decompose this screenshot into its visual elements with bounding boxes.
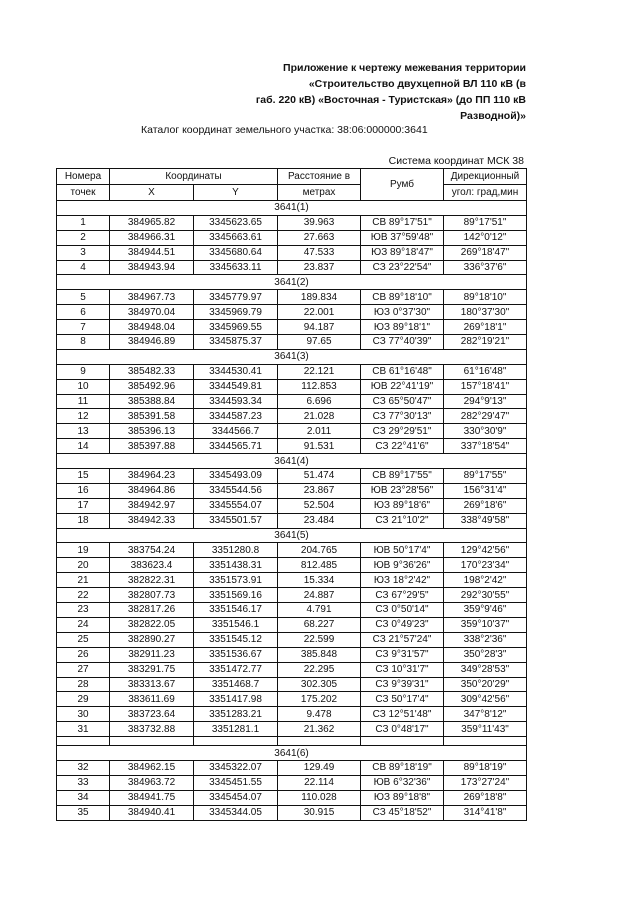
direction-angle-cell: 359°9'46" (444, 603, 527, 618)
distance-cell: 22.001 (278, 305, 361, 320)
coordinates-table (56, 168, 527, 821)
distance-cell: 68.227 (278, 617, 361, 632)
table-row (57, 260, 527, 275)
coord-x-cell: 384970.04 (110, 305, 194, 320)
header-distance-bottom: метрах (278, 185, 361, 201)
table-row (57, 364, 527, 379)
point-number-cell: 29 (57, 692, 110, 707)
distance-cell: 22.599 (278, 632, 361, 647)
table-row (57, 320, 527, 335)
point-number-cell: 33 (57, 775, 110, 790)
coord-y-cell: 3351417.98 (194, 692, 278, 707)
rumb-cell: ЮЗ 89°18'1" (361, 320, 444, 335)
group-name: 3641(6) (57, 746, 527, 761)
rumb-cell: СЗ 77°40'39" (361, 335, 444, 350)
distance-cell: 110.028 (278, 790, 361, 805)
distance-cell: 52.504 (278, 498, 361, 513)
coord-y-cell: 3351438.31 (194, 558, 278, 573)
spacer-cell (110, 737, 194, 746)
coord-x-cell: 384940.41 (110, 805, 194, 820)
coord-y-cell: 3351536.67 (194, 647, 278, 662)
coord-x-cell: 384962.15 (110, 760, 194, 775)
coord-x-cell: 384944.51 (110, 245, 194, 260)
direction-angle-cell: 282°29'47" (444, 409, 527, 424)
distance-cell: 129.49 (278, 760, 361, 775)
group-name: 3641(5) (57, 528, 527, 543)
rumb-cell: СЗ 22°41'6" (361, 439, 444, 454)
distance-cell: 24.887 (278, 588, 361, 603)
point-number-cell: 20 (57, 558, 110, 573)
point-number-cell: 15 (57, 469, 110, 484)
table-row (57, 722, 527, 737)
table-row (57, 543, 527, 558)
table-row (57, 513, 527, 528)
coord-y-cell: 3351472.77 (194, 662, 278, 677)
group-header-row (57, 454, 527, 469)
coord-x-cell: 383732.88 (110, 722, 194, 737)
coord-y-cell: 3345493.09 (194, 469, 278, 484)
distance-cell: 175.202 (278, 692, 361, 707)
distance-cell: 812.485 (278, 558, 361, 573)
header-rumb: Румб (361, 169, 444, 201)
point-number-cell: 31 (57, 722, 110, 737)
coord-x-cell: 384942.97 (110, 498, 194, 513)
coord-x-cell: 384948.04 (110, 320, 194, 335)
coord-x-cell: 384946.89 (110, 335, 194, 350)
point-number-cell: 24 (57, 617, 110, 632)
direction-angle-cell: 282°19'21" (444, 335, 527, 350)
coord-y-cell: 3351280.8 (194, 543, 278, 558)
table-row (57, 805, 527, 820)
table-row (57, 409, 527, 424)
coord-y-cell: 3351546.17 (194, 603, 278, 618)
table-row (57, 588, 527, 603)
coord-x-cell: 383611.69 (110, 692, 194, 707)
coord-y-cell: 3345501.57 (194, 513, 278, 528)
coordinates-table-body (57, 169, 527, 821)
table-row (57, 335, 527, 350)
group-name: 3641(2) (57, 275, 527, 290)
header-coordinates: Координаты (110, 169, 278, 185)
rumb-cell: ЮЗ 89°18'6" (361, 498, 444, 513)
rumb-cell: СЗ 12°51'48" (361, 707, 444, 722)
point-number-cell: 32 (57, 760, 110, 775)
distance-cell: 22.121 (278, 364, 361, 379)
heading-line-4: Разводной)» (460, 110, 526, 122)
spacer-cell (444, 737, 527, 746)
coord-x-cell: 382807.73 (110, 588, 194, 603)
coord-y-cell: 3344565.71 (194, 439, 278, 454)
coord-y-cell: 3351468.7 (194, 677, 278, 692)
coord-x-cell: 384965.82 (110, 215, 194, 230)
direction-angle-cell: 89°18'19" (444, 760, 527, 775)
direction-angle-cell: 269°18'8" (444, 790, 527, 805)
point-number-cell: 18 (57, 513, 110, 528)
coord-y-cell: 3345969.55 (194, 320, 278, 335)
coord-y-cell: 3345454.07 (194, 790, 278, 805)
point-number-cell: 1 (57, 215, 110, 230)
coord-y-cell: 3345663.61 (194, 230, 278, 245)
spacer-cell (361, 737, 444, 746)
coord-y-cell: 3345779.97 (194, 290, 278, 305)
table-row (57, 290, 527, 305)
table-row (57, 707, 527, 722)
table-row (57, 424, 527, 439)
header-direction-bottom: угол: град,мин (444, 185, 527, 201)
coord-x-cell: 385396.13 (110, 424, 194, 439)
point-number-cell: 23 (57, 603, 110, 618)
point-number-cell: 8 (57, 335, 110, 350)
distance-cell: 6.696 (278, 394, 361, 409)
distance-cell: 39.963 (278, 215, 361, 230)
rumb-cell: СВ 61°16'48" (361, 364, 444, 379)
coord-y-cell: 3345680.64 (194, 245, 278, 260)
coord-x-cell: 382911.23 (110, 647, 194, 662)
distance-cell: 22.295 (278, 662, 361, 677)
coord-x-cell: 384964.23 (110, 469, 194, 484)
rumb-cell: СВ 89°18'10" (361, 290, 444, 305)
catalog-title: Каталог координат земельного участка: 38:06:000000:3641 (141, 124, 428, 136)
coord-x-cell: 384964.86 (110, 483, 194, 498)
coord-x-cell: 382822.31 (110, 573, 194, 588)
point-number-cell: 22 (57, 588, 110, 603)
table-header-row-2 (57, 185, 527, 201)
rumb-cell: СЗ 67°29'5" (361, 588, 444, 603)
direction-angle-cell: 309°42'56" (444, 692, 527, 707)
point-number-cell: 27 (57, 662, 110, 677)
coordinate-system-label: Система координат МСК 38 (388, 155, 524, 167)
coord-x-cell: 382890.27 (110, 632, 194, 647)
distance-cell: 2.011 (278, 424, 361, 439)
point-number-cell: 25 (57, 632, 110, 647)
rumb-cell: СЗ 50°17'4" (361, 692, 444, 707)
coord-x-cell: 382817.26 (110, 603, 194, 618)
rumb-cell: СЗ 77°30'13" (361, 409, 444, 424)
coord-y-cell: 3344593.34 (194, 394, 278, 409)
point-number-cell: 30 (57, 707, 110, 722)
distance-cell: 21.362 (278, 722, 361, 737)
direction-angle-cell: 180°37'30" (444, 305, 527, 320)
coord-y-cell: 3351569.16 (194, 588, 278, 603)
rumb-cell: ЮВ 50°17'4" (361, 543, 444, 558)
coord-y-cell: 3345969.79 (194, 305, 278, 320)
rumb-cell: СЗ 21°10'2" (361, 513, 444, 528)
distance-cell: 21.028 (278, 409, 361, 424)
coord-x-cell: 382822.05 (110, 617, 194, 632)
distance-cell: 9.478 (278, 707, 361, 722)
table-row (57, 790, 527, 805)
distance-cell: 22.114 (278, 775, 361, 790)
coord-x-cell: 385397.88 (110, 439, 194, 454)
distance-cell: 30.915 (278, 805, 361, 820)
direction-angle-cell: 338°2'36" (444, 632, 527, 647)
coord-x-cell: 384941.75 (110, 790, 194, 805)
direction-angle-cell: 337°18'54" (444, 439, 527, 454)
direction-angle-cell: 347°8'12" (444, 707, 527, 722)
distance-cell: 302.305 (278, 677, 361, 692)
table-row (57, 558, 527, 573)
rumb-cell: ЮВ 9°36'26" (361, 558, 444, 573)
point-number-cell: 9 (57, 364, 110, 379)
group-header-row (57, 528, 527, 543)
rumb-cell: СЗ 23°22'54" (361, 260, 444, 275)
direction-angle-cell: 294°9'13" (444, 394, 527, 409)
coord-x-cell: 384963.72 (110, 775, 194, 790)
rumb-cell: СЗ 0°49'23" (361, 617, 444, 632)
point-number-cell: 3 (57, 245, 110, 260)
direction-angle-cell: 314°41'8" (444, 805, 527, 820)
coord-y-cell: 3351546.1 (194, 617, 278, 632)
coord-y-cell: 3345322.07 (194, 760, 278, 775)
direction-angle-cell: 89°17'51" (444, 215, 527, 230)
distance-cell: 23.484 (278, 513, 361, 528)
group-header-row (57, 275, 527, 290)
distance-cell: 15.334 (278, 573, 361, 588)
coord-x-cell: 384943.94 (110, 260, 194, 275)
table-row (57, 439, 527, 454)
heading-line-2: «Строительство двухцепной ВЛ 110 кВ (в (308, 78, 526, 90)
rumb-cell: ЮЗ 0°37'30" (361, 305, 444, 320)
rumb-cell: СЗ 65°50'47" (361, 394, 444, 409)
coord-y-cell: 3351281.1 (194, 722, 278, 737)
direction-angle-cell: 350°28'3" (444, 647, 527, 662)
table-row (57, 394, 527, 409)
rumb-cell: СВ 89°18'19" (361, 760, 444, 775)
rumb-cell: СЗ 9°39'31" (361, 677, 444, 692)
distance-cell: 4.791 (278, 603, 361, 618)
rumb-cell: СЗ 9°31'57" (361, 647, 444, 662)
point-number-cell: 28 (57, 677, 110, 692)
distance-cell: 23.837 (278, 260, 361, 275)
coord-y-cell: 3344566.7 (194, 424, 278, 439)
header-y: Y (194, 185, 278, 201)
row-spacer (57, 737, 527, 746)
point-number-cell: 13 (57, 424, 110, 439)
table-row (57, 469, 527, 484)
header-direction-top: Дирекционный (444, 169, 527, 185)
table-row (57, 632, 527, 647)
rumb-cell: ЮЗ 89°18'8" (361, 790, 444, 805)
point-number-cell: 5 (57, 290, 110, 305)
rumb-cell: СВ 89°17'55" (361, 469, 444, 484)
direction-angle-cell: 173°27'24" (444, 775, 527, 790)
direction-angle-cell: 61°16'48" (444, 364, 527, 379)
point-number-cell: 35 (57, 805, 110, 820)
coord-x-cell: 383623.4 (110, 558, 194, 573)
header-distance-top: Расстояние в (278, 169, 361, 185)
coord-y-cell: 3345875.37 (194, 335, 278, 350)
rumb-cell: СЗ 0°50'14" (361, 603, 444, 618)
coord-y-cell: 3345451.55 (194, 775, 278, 790)
table-row (57, 483, 527, 498)
rumb-cell: СЗ 0°48'17" (361, 722, 444, 737)
direction-angle-cell: 292°30'55" (444, 588, 527, 603)
point-number-cell: 4 (57, 260, 110, 275)
point-number-cell: 14 (57, 439, 110, 454)
direction-angle-cell: 142°0'12" (444, 230, 527, 245)
table-row (57, 498, 527, 513)
rumb-cell: СЗ 29°29'51" (361, 424, 444, 439)
point-number-cell: 26 (57, 647, 110, 662)
table-row (57, 379, 527, 394)
header-number-top: Номера (57, 169, 110, 185)
group-name: 3641(3) (57, 349, 527, 364)
direction-angle-cell: 359°11'43" (444, 722, 527, 737)
distance-cell: 47.533 (278, 245, 361, 260)
direction-angle-cell: 269°18'47" (444, 245, 527, 260)
distance-cell: 385.848 (278, 647, 361, 662)
coord-y-cell: 3345344.05 (194, 805, 278, 820)
group-name: 3641(1) (57, 201, 527, 216)
coord-x-cell: 384942.33 (110, 513, 194, 528)
rumb-cell: ЮЗ 18°2'42" (361, 573, 444, 588)
direction-angle-cell: 157°18'41" (444, 379, 527, 394)
distance-cell: 94.187 (278, 320, 361, 335)
coord-x-cell: 385482.33 (110, 364, 194, 379)
direction-angle-cell: 89°18'10" (444, 290, 527, 305)
direction-angle-cell: 338°49'58" (444, 513, 527, 528)
point-number-cell: 6 (57, 305, 110, 320)
distance-cell: 97.65 (278, 335, 361, 350)
rumb-cell: СЗ 21°57'24" (361, 632, 444, 647)
table-row (57, 230, 527, 245)
coord-x-cell: 384966.31 (110, 230, 194, 245)
coord-x-cell: 383291.75 (110, 662, 194, 677)
table-row (57, 662, 527, 677)
table-row (57, 677, 527, 692)
spacer-cell (57, 737, 110, 746)
point-number-cell: 7 (57, 320, 110, 335)
header-x: X (110, 185, 194, 201)
rumb-cell: ЮВ 37°59'48" (361, 230, 444, 245)
coord-x-cell: 383723.64 (110, 707, 194, 722)
coord-y-cell: 3351573.91 (194, 573, 278, 588)
point-number-cell: 2 (57, 230, 110, 245)
distance-cell: 51.474 (278, 469, 361, 484)
direction-angle-cell: 170°23'34" (444, 558, 527, 573)
point-number-cell: 17 (57, 498, 110, 513)
direction-angle-cell: 129°42'56" (444, 543, 527, 558)
direction-angle-cell: 330°30'9" (444, 424, 527, 439)
table-row (57, 617, 527, 632)
coord-y-cell: 3344530.41 (194, 364, 278, 379)
table-row (57, 573, 527, 588)
point-number-cell: 16 (57, 483, 110, 498)
rumb-cell: ЮЗ 89°18'47" (361, 245, 444, 260)
spacer-cell (278, 737, 361, 746)
point-number-cell: 21 (57, 573, 110, 588)
point-number-cell: 12 (57, 409, 110, 424)
spacer-cell (194, 737, 278, 746)
distance-cell: 204.765 (278, 543, 361, 558)
group-header-row (57, 349, 527, 364)
coord-y-cell: 3351545.12 (194, 632, 278, 647)
direction-angle-cell: 89°17'55" (444, 469, 527, 484)
rumb-cell: ЮВ 23°28'56" (361, 483, 444, 498)
direction-angle-cell: 350°20'29" (444, 677, 527, 692)
group-name: 3641(4) (57, 454, 527, 469)
distance-cell: 189.834 (278, 290, 361, 305)
direction-angle-cell: 349°28'53" (444, 662, 527, 677)
direction-angle-cell: 359°10'37" (444, 617, 527, 632)
coord-y-cell: 3345623.65 (194, 215, 278, 230)
table-row (57, 305, 527, 320)
table-row (57, 245, 527, 260)
coord-y-cell: 3345633.11 (194, 260, 278, 275)
point-number-cell: 19 (57, 543, 110, 558)
rumb-cell: СЗ 10°31'7" (361, 662, 444, 677)
coord-y-cell: 3345554.07 (194, 498, 278, 513)
rumb-cell: ЮВ 22°41'19" (361, 379, 444, 394)
header-number-bottom: точек (57, 185, 110, 201)
coord-y-cell: 3345544.56 (194, 483, 278, 498)
distance-cell: 27.663 (278, 230, 361, 245)
distance-cell: 23.867 (278, 483, 361, 498)
direction-angle-cell: 269°18'6" (444, 498, 527, 513)
group-header-row (57, 201, 527, 216)
coord-y-cell: 3344587.23 (194, 409, 278, 424)
table-row (57, 775, 527, 790)
table-row (57, 603, 527, 618)
coord-x-cell: 383313.67 (110, 677, 194, 692)
distance-cell: 91.531 (278, 439, 361, 454)
table-row (57, 215, 527, 230)
point-number-cell: 34 (57, 790, 110, 805)
coord-x-cell: 383754.24 (110, 543, 194, 558)
rumb-cell: СЗ 45°18'52" (361, 805, 444, 820)
coord-x-cell: 385388.84 (110, 394, 194, 409)
coord-x-cell: 385391.58 (110, 409, 194, 424)
heading-line-1: Приложение к чертежу межевания территории (283, 62, 526, 74)
rumb-cell: ЮВ 6°32'36" (361, 775, 444, 790)
heading-line-3: габ. 220 кВ) «Восточная - Туристская» (до ПП 110 кВ (255, 94, 526, 106)
distance-cell: 112.853 (278, 379, 361, 394)
direction-angle-cell: 269°18'1" (444, 320, 527, 335)
table-row (57, 760, 527, 775)
table-row (57, 692, 527, 707)
point-number-cell: 11 (57, 394, 110, 409)
table-row (57, 647, 527, 662)
table-header-row-1 (57, 169, 527, 185)
coord-y-cell: 3344549.81 (194, 379, 278, 394)
direction-angle-cell: 156°31'4" (444, 483, 527, 498)
coord-x-cell: 384967.73 (110, 290, 194, 305)
point-number-cell: 10 (57, 379, 110, 394)
direction-angle-cell: 198°2'42" (444, 573, 527, 588)
rumb-cell: СВ 89°17'51" (361, 215, 444, 230)
coord-x-cell: 385492.96 (110, 379, 194, 394)
document-heading (0, 60, 526, 124)
group-header-row (57, 746, 527, 761)
coord-y-cell: 3351283.21 (194, 707, 278, 722)
direction-angle-cell: 336°37'6" (444, 260, 527, 275)
